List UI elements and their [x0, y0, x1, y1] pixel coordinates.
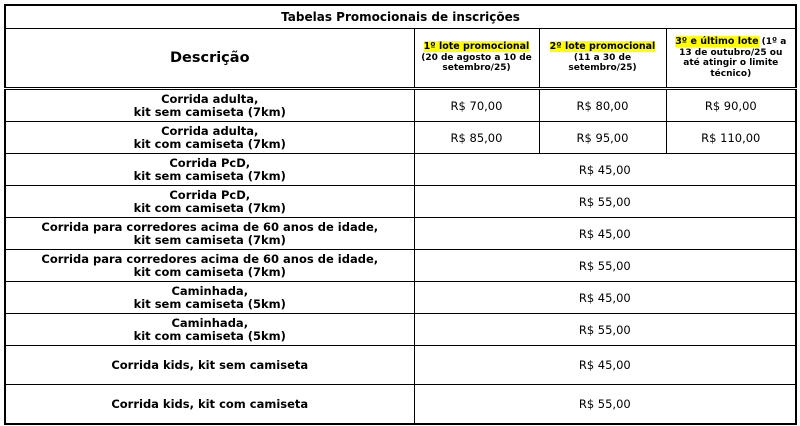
- price-all-lots: R$ 45,00: [414, 218, 796, 250]
- price-all-lots: R$ 55,00: [414, 385, 796, 425]
- row-description: [5, 282, 414, 314]
- lot-2-header: [539, 29, 666, 89]
- row-description: [5, 314, 414, 346]
- price-lot-1: R$ 85,00: [414, 122, 539, 154]
- row-description: [5, 122, 414, 154]
- price-all-lots: R$ 55,00: [414, 314, 796, 346]
- desc-line-2: kit com camiseta (7km): [133, 264, 286, 279]
- table-row: [5, 282, 796, 314]
- row-description: [5, 89, 414, 122]
- table-row: [5, 186, 796, 218]
- desc-line-1: Corrida PcD,: [169, 187, 251, 202]
- desc-line-2: kit com camiseta (7km): [133, 136, 286, 151]
- row-description: [5, 186, 414, 218]
- desc-line-1: Corrida para corredores acima de 60 anos de idade,: [41, 219, 379, 234]
- price-lot-3: R$ 90,00: [666, 89, 796, 122]
- lot-2-detail: (11 a 30 de setembro/25): [568, 52, 637, 74]
- lot-3-header: [666, 29, 796, 89]
- table-title: Tabelas Promocionais de inscrições: [5, 5, 796, 29]
- desc-line-2: kit com camiseta (7km): [133, 200, 286, 215]
- desc-line-1: Corrida adulta,: [161, 123, 259, 138]
- desc-line-2: kit sem camiseta (7km): [133, 232, 286, 247]
- desc-line-2: kit sem camiseta (5km): [133, 296, 286, 311]
- price-lot-3: R$ 110,00: [666, 122, 796, 154]
- table-row: [5, 346, 796, 385]
- row-description: Corrida kids, kit sem camiseta: [5, 346, 414, 385]
- price-all-lots: R$ 45,00: [414, 282, 796, 314]
- table-row: [5, 250, 796, 282]
- desc-line-2: kit com camiseta (5km): [133, 328, 286, 343]
- row-description: [5, 218, 414, 250]
- header-row: [5, 29, 796, 89]
- lot-3-name: 3º e último lote: [675, 36, 759, 47]
- price-lot-2: R$ 80,00: [539, 89, 666, 122]
- price-all-lots: R$ 45,00: [414, 346, 796, 385]
- price-lot-1: R$ 70,00: [414, 89, 539, 122]
- desc-line-1: Caminhada,: [171, 315, 249, 330]
- lot-2-name: 2º lote promocional: [549, 41, 656, 53]
- table-row: [5, 385, 796, 425]
- price-all-lots: R$ 55,00: [414, 250, 796, 282]
- table-row: [5, 154, 796, 186]
- title-row: [5, 5, 796, 29]
- row-description: [5, 250, 414, 282]
- desc-line-1: Corrida para corredores acima de 60 anos de idade,: [41, 251, 379, 266]
- table-row: [5, 89, 796, 122]
- row-description: Corrida kids, kit com camiseta: [5, 385, 414, 425]
- desc-line-1: Corrida adulta,: [161, 91, 259, 106]
- desc-line-2: kit sem camiseta (7km): [133, 168, 286, 183]
- desc-line-2: kit sem camiseta (7km): [133, 104, 286, 119]
- lot-1-name: 1º lote promocional: [423, 41, 530, 53]
- desc-line-1: Caminhada,: [171, 283, 249, 298]
- lot-3-detail: (1º a 13 de outubro/25 ou até atingir o limite técnico): [679, 37, 787, 79]
- row-description: [5, 154, 414, 186]
- table-row: [5, 314, 796, 346]
- price-all-lots: R$ 55,00: [414, 186, 796, 218]
- price-lot-2: R$ 95,00: [539, 122, 666, 154]
- table-row: [5, 122, 796, 154]
- lot-1-header: [414, 29, 539, 89]
- table-row: [5, 218, 796, 250]
- lot-1-detail: (20 de agosto a 10 de setembro/25): [421, 52, 532, 74]
- price-all-lots: R$ 45,00: [414, 154, 796, 186]
- pricing-table: [4, 4, 797, 425]
- desc-line-1: Corrida PcD,: [169, 155, 251, 170]
- description-header: Descrição: [5, 29, 414, 89]
